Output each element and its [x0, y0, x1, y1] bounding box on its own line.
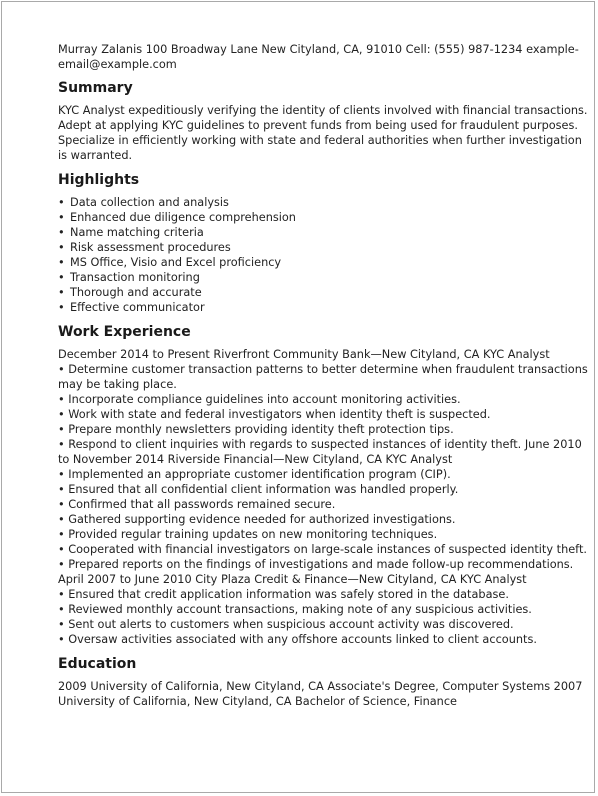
- summary-text: KYC Analyst expeditiously verifying the identity of clients involved with financial transactions. Adept at applying KYC guidelines to prevent funds from being used for fraudulent purposes. Specialize in efficiently working with state and federal authorities when further investigation is warranted.: [58, 104, 588, 162]
- highlights-list: [58, 195, 588, 315]
- summary-heading: Summary: [58, 80, 133, 96]
- work-line: • Reviewed monthly account transactions, making note of any suspicious activities.: [58, 603, 532, 616]
- highlight-item: • Effective communicator: [58, 300, 588, 315]
- resume-page: [1, 1, 595, 793]
- highlights-heading: Highlights: [58, 172, 140, 188]
- work-line: • Confirmed that all passwords remained secure.: [58, 498, 336, 511]
- work-line: • Incorporate compliance guidelines into account monitoring activities.: [58, 393, 461, 406]
- highlight-item: • Name matching criteria: [58, 225, 588, 240]
- highlight-item: • Transaction monitoring: [58, 270, 588, 285]
- work-line: • Ensured that all confidential client information was handled properly.: [58, 483, 459, 496]
- work-line: • Provided regular training updates on new monitoring techniques.: [58, 528, 438, 541]
- work-line: • Implemented an appropriate customer identification program (CIP).: [58, 468, 451, 481]
- highlight-item: • Risk assessment procedures: [58, 240, 588, 255]
- highlight-item: • MS Office, Visio and Excel proficiency: [58, 255, 588, 270]
- education-text: 2009 University of California, New Cityland, CA Associate's Degree, Computer Systems 2007 University of California, New Cityland, CA Bachelor of Science, Finance: [58, 680, 583, 708]
- education-heading: Education: [58, 656, 137, 672]
- work-line: • Oversaw activities associated with any offshore accounts linked to client accounts.: [58, 633, 537, 646]
- work-line: • Cooperated with financial investigators on large-scale instances of suspected identity theft.: [58, 543, 587, 556]
- work-line: • Respond to client inquiries with regards to suspected instances of identity theft. June 2010 to November 2014 Riverside Financial—New Cityland, CA KYC Analyst: [58, 438, 582, 466]
- work-line: • Gathered supporting evidence needed for authorized investigations.: [58, 513, 456, 526]
- work-line: December 2014 to Present Riverfront Community Bank—New Cityland, CA KYC Analyst: [58, 348, 550, 361]
- work-line: • Work with state and federal investigators when identity theft is suspected.: [58, 408, 491, 421]
- work-experience-text: [58, 347, 588, 647]
- work-line: • Determine customer transaction patterns to better determine when fraudulent transactions may be taking place.: [58, 363, 588, 391]
- resume-content: [58, 42, 588, 709]
- contact-info: Murray Zalanis 100 Broadway Lane New Cityland, CA, 91010 Cell: (555) 987-1234 example-email@example.com: [58, 43, 579, 71]
- highlight-item: • Data collection and analysis: [58, 195, 588, 210]
- work-line: • Sent out alerts to customers when suspicious account activity was discovered.: [58, 618, 514, 631]
- highlight-item: • Thorough and accurate: [58, 285, 588, 300]
- work-line: • Ensured that credit application information was safely stored in the database.: [58, 588, 509, 601]
- work-line: • Prepare monthly newsletters providing identity theft protection tips.: [58, 423, 454, 436]
- work-line: • Prepared reports on the findings of investigations and made follow-up recommendations. April 2007 to June 2010 City Plaza Credit & Finance—New Cityland, CA KYC Analyst: [58, 558, 574, 586]
- highlight-item: • Enhanced due diligence comprehension: [58, 210, 588, 225]
- work-experience-heading: Work Experience: [58, 324, 191, 340]
